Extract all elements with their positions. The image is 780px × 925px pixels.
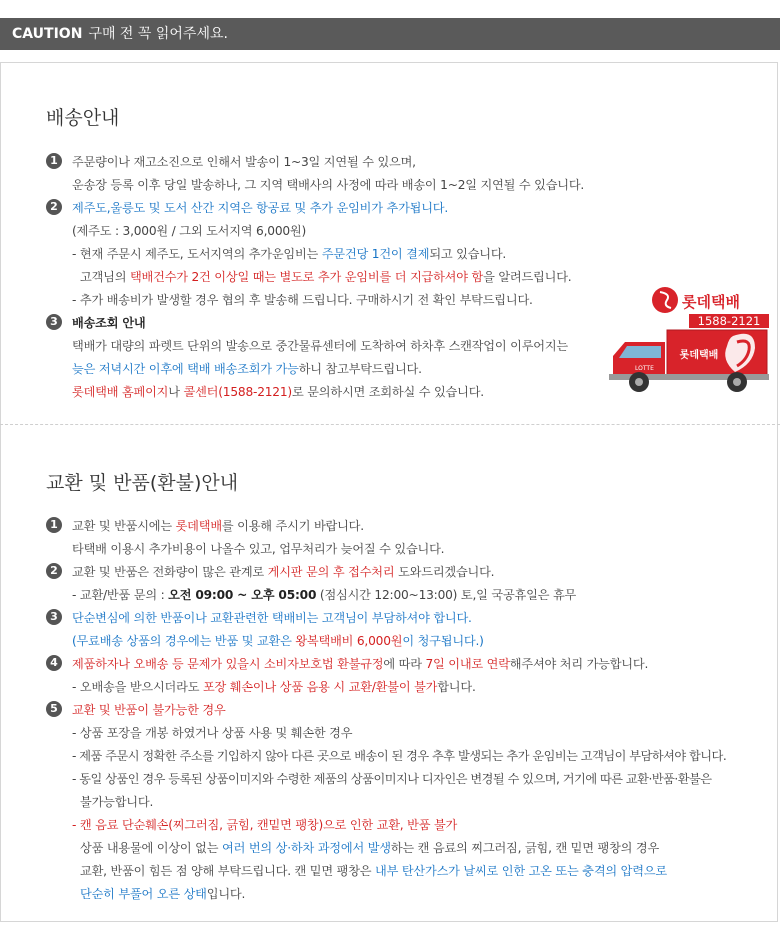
delivery-item2-line4: 고객님의 택배건수가 2건 이상일 때는 별도로 추가 운임비를 더 지급하셔야 함을 알려드립니다.: [80, 270, 572, 284]
exchange-item5-line3: - 동일 상품인 경우 등록된 상품이미지와 수령한 제품의 상품이미지나 디자인은 변경될 수 있으며, 거기에 따른 교환·반품·환불은: [72, 772, 712, 786]
delivery-item2-line1: 제주도,울릉도 및 도서 산간 지역은 항공료 및 추가 운임비가 추가됩니다.: [72, 201, 449, 215]
delivery-item3-line3: 롯데택배 홈페이지나 콜센터(1588-2121)로 문의하시면 조회하실 수 있습니다.: [72, 385, 484, 399]
exchange-item5-line1: - 상품 포장을 개봉 하였거나 상품 사용 및 훼손한 경우: [72, 726, 353, 740]
section-divider: [0, 424, 780, 425]
delivery-item1-line1: 주문량이나 재고소진으로 인해서 발송이 1~3일 지연될 수 있으며,: [72, 155, 416, 169]
truck-brand-text: 롯데택배: [682, 293, 740, 311]
caution-text: 구매 전 꼭 읽어주세요.: [88, 26, 228, 42]
exchange-item5-line7: 교환, 반품이 힘든 점 양해 부탁드립니다. 캔 밑면 팽창은 내부 탄산가스가 날씨로 인한 고온 또는 충격의 압력으로: [80, 864, 667, 878]
exchange-item2-line1: 교환 및 반품은 전화량이 많은 관계로 게시판 문의 후 접수처리 도와드리겠습니다.: [72, 565, 495, 579]
exchange-item3-line1: 단순변심에 의한 반품이나 교환관련한 택배비는 고객님이 부담하셔야 합니다.: [72, 611, 472, 625]
exchange-item5-line6: 상품 내용물에 이상이 없는 여러 번의 상·하차 과정에서 발생하는 캔 음료의 찌그러짐, 긁힘, 캔 밑면 팽창의 경우: [80, 841, 660, 855]
number-badge-1b: 1: [46, 517, 62, 533]
delivery-title: 배송안내: [46, 107, 120, 129]
caution-label: CAUTION: [12, 26, 83, 42]
exchange-item4-line2: - 오배송을 받으시더라도 포장 훼손이나 상품 음용 시 교환/환불이 불가합니다.: [72, 680, 476, 694]
delivery-item3-line2: 늦은 저녁시간 이후에 택배 배송조회가 가능하니 참고부탁드립니다.: [72, 362, 422, 376]
truck-cab-text: LOTTE: [635, 365, 654, 372]
exchange-item5-line4: 불가능합니다.: [80, 795, 154, 809]
truck-phone-text: 1588-2121: [697, 314, 761, 328]
caution-bar: [0, 18, 780, 50]
exchange-item1-line1: 교환 및 반품시에는 롯데택배를 이용해 주시기 바랍니다.: [72, 519, 364, 533]
delivery-item3-line1: 택배가 대량의 파렛트 단위의 발송으로 중간물류센터에 도착하여 하차후 스캔작업이 이루어지는: [72, 339, 568, 353]
exchange-title: 교환 및 반품(환불)안내: [46, 472, 239, 494]
exchange-item5-title: 교환 및 반품이 불가능한 경우: [72, 703, 226, 717]
number-badge-3b: 3: [46, 609, 62, 625]
delivery-item2-line3: - 현재 주문시 제주도, 도서지역의 추가운임비는 주문건당 1건이 결제되고 있습니다.: [72, 247, 507, 261]
exchange-item4-line1: 제품하자나 오배송 등 문제가 있을시 소비자보호법 환불규정에 따라 7일 이내로 연락해주셔야 처리 가능합니다.: [72, 657, 649, 671]
number-badge-2b: 2: [46, 563, 62, 579]
number-badge-1: 1: [46, 153, 62, 169]
truck-side-text: 롯데택배: [679, 350, 719, 361]
delivery-item3-title: 배송조회 안내: [72, 316, 146, 330]
number-badge-3: 3: [46, 314, 62, 330]
exchange-item1-line2: 타택배 이용시 추가비용이 나올수 있고, 업무처리가 늦어질 수 있습니다.: [72, 542, 445, 556]
lotte-truck-illustration: [605, 286, 771, 396]
exchange-item5-line8: 단순히 부풀어 오른 상태입니다.: [80, 887, 246, 901]
number-badge-5: 5: [46, 701, 62, 717]
exchange-item3-line2: (무료배송 상품의 경우에는 반품 및 교환은 왕복택배비 6,000원이 청구됩니다.): [72, 634, 484, 648]
lotte-logo-icon: [652, 287, 678, 313]
number-badge-2: 2: [46, 199, 62, 215]
exchange-item2-line2: - 교환/반품 문의 : 오전 09:00 ~ 오후 05:00 (점심시간 12:00~13:00) 토,일 국공휴일은 휴무: [72, 588, 577, 602]
delivery-item2-line2: (제주도 : 3,000원 / 그외 도서지역 6,000원): [72, 224, 307, 238]
delivery-item1-line2: 운송장 등록 이후 당일 발송하나, 그 지역 택배사의 사정에 따라 배송이 1~2일 지연될 수 있습니다.: [72, 178, 585, 192]
exchange-item5-line2: - 제품 주문시 정확한 주소를 기입하지 않아 다른 곳으로 배송이 된 경우 추후 발생되는 추가 운임비는 고객님이 부담하셔야 합니다.: [72, 749, 727, 763]
exchange-item5-line5: - 캔 음료 단순훼손(찌그러짐, 긁힘, 캔밑면 팽창)으로 인한 교환, 반품 불가: [72, 818, 458, 832]
delivery-item2-line5: - 추가 배송비가 발생할 경우 협의 후 발송해 드립니다. 구매하시기 전 확인 부탁드립니다.: [72, 293, 533, 307]
number-badge-4: 4: [46, 655, 62, 671]
